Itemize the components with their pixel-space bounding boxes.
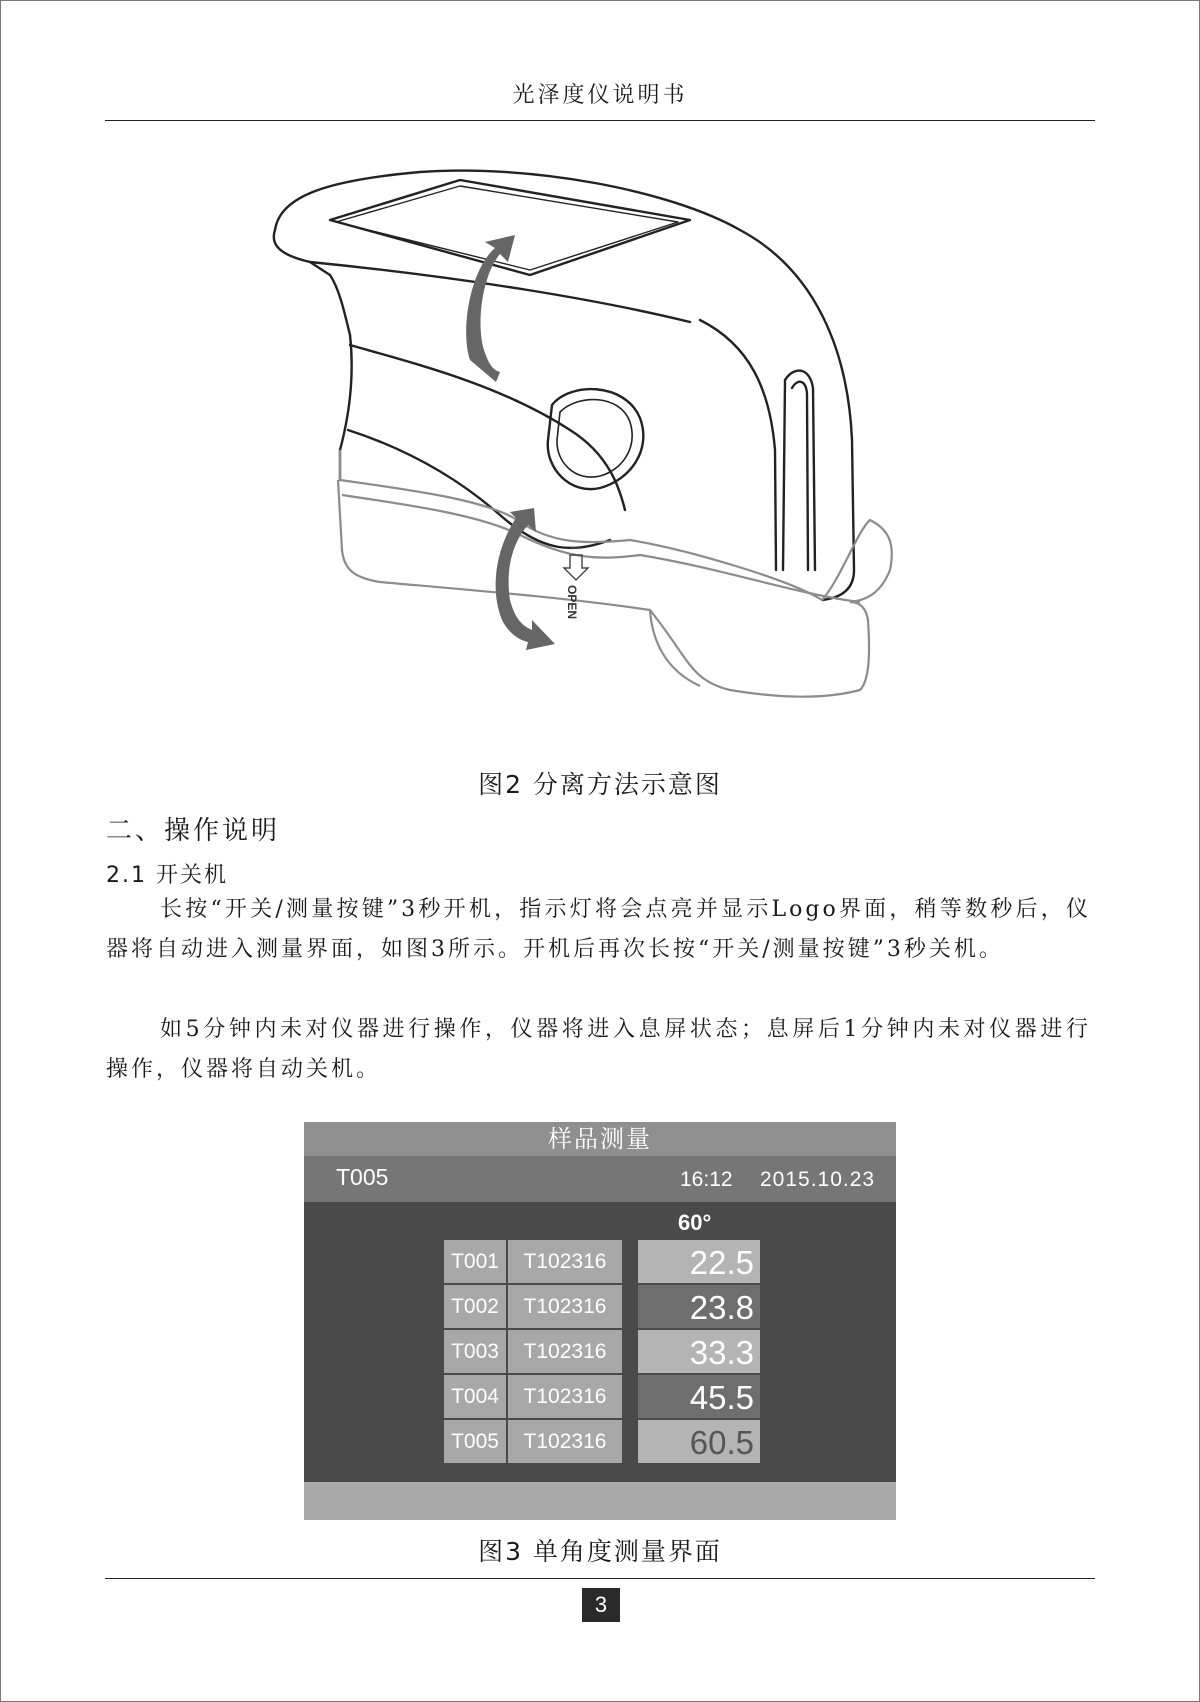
footer-rule (105, 1578, 1095, 1579)
row-gloss-value: 45.5 (638, 1375, 760, 1418)
paragraph-auto-off: 如5分钟内未对仪器进行操作，仪器将进入息屏状态；息屏后1分钟内未对仪器进行操作，仪器将自动关机。 (106, 1017, 1091, 1082)
device-separation-illustration (270, 150, 950, 760)
row-sample-code: T102316 (508, 1375, 622, 1418)
current-sample-id: T005 (336, 1164, 389, 1190)
row-sample-code: T102316 (508, 1240, 622, 1283)
screen-footer-bar (304, 1482, 896, 1520)
row-sample-id: T003 (444, 1330, 506, 1373)
section-heading: 二、操作说明 (106, 816, 281, 846)
open-label: OPEN (565, 584, 579, 620)
document-title: 光泽度仪说明书 (512, 83, 688, 108)
row-gloss-value: 23.8 (638, 1285, 760, 1328)
row-sample-id: T001 (444, 1240, 506, 1283)
paragraph-power: 长按“开关/测量按键”3秒开机，指示灯将会点亮并显示Logo界面，稍等数秒后，仪器将自动进入测量界面，如图3所示。开机后再次长按“开关/测量按键”3秒关机。 (106, 897, 1091, 962)
page-number: 3 (582, 1588, 620, 1622)
row-gloss-value: 33.3 (638, 1330, 760, 1373)
header-rule (105, 120, 1095, 121)
screen-title: 样品测量 (304, 1122, 896, 1156)
date-readout: 2015.10.23 (760, 1168, 876, 1191)
row-gloss-value: 60.5 (638, 1420, 760, 1463)
row-sample-id: T005 (444, 1420, 506, 1463)
measurement-screen (304, 1122, 896, 1520)
row-sample-code: T102316 (508, 1420, 622, 1463)
angle-label: 60° (678, 1210, 712, 1235)
row-sample-id: T004 (444, 1375, 506, 1418)
row-sample-code: T102316 (508, 1330, 622, 1373)
time-readout: 16:12 (680, 1168, 733, 1191)
row-sample-id: T002 (444, 1285, 506, 1328)
row-sample-code: T102316 (508, 1285, 622, 1328)
subsection-heading: 2.1 开关机 (106, 863, 228, 888)
row-gloss-value: 22.5 (638, 1240, 760, 1283)
figure3-caption: 图3 单角度测量界面 (478, 1537, 722, 1566)
figure2-caption: 图2 分离方法示意图 (478, 770, 722, 799)
status-bar (304, 1156, 896, 1202)
